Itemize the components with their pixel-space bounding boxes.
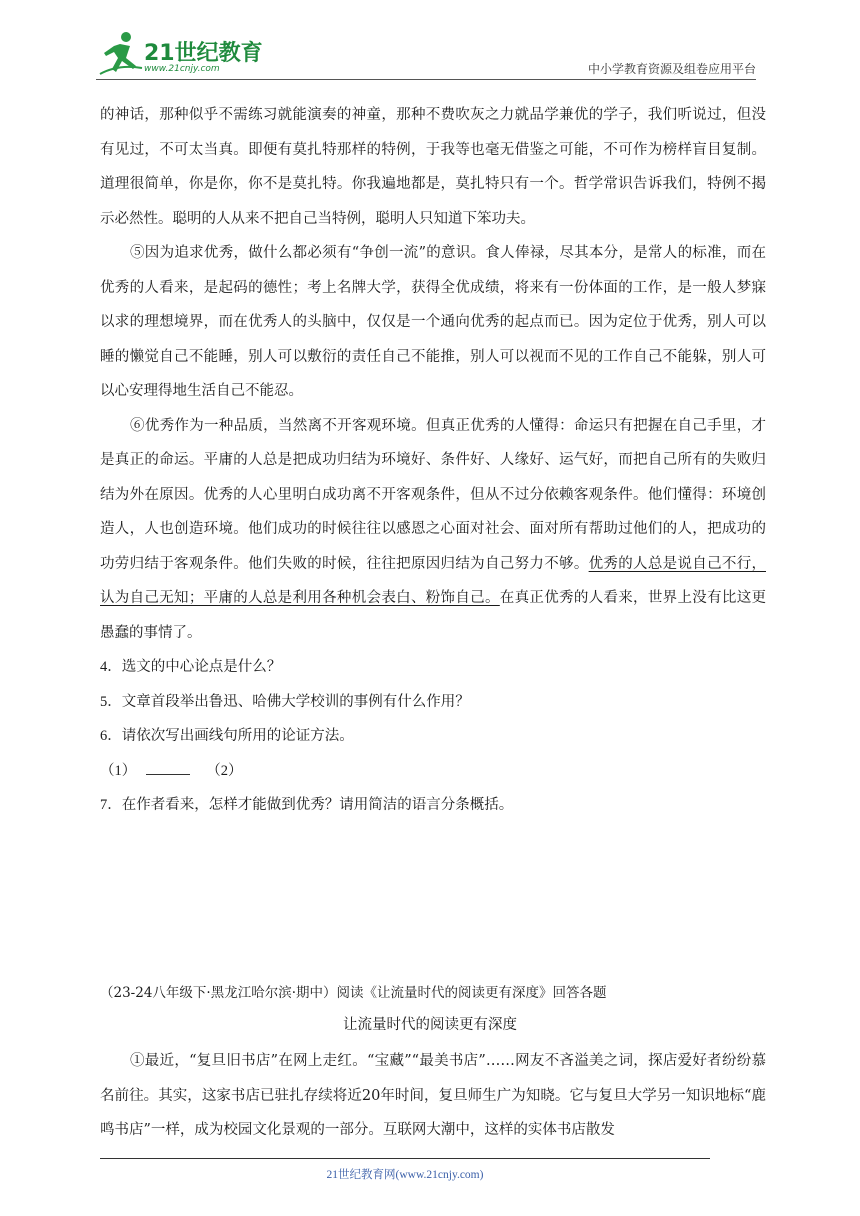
logo-url: www.21cnjy.com xyxy=(144,64,220,74)
platform-name: 中小学教育资源及组卷应用平台 xyxy=(587,62,756,76)
underlined-sentence: 优秀的人总是说自己不行，认为自己无知；平庸的人总是利用各种机会表白、粉饰自己。 xyxy=(100,555,766,606)
footer-divider xyxy=(100,1158,710,1159)
article2-paragraph-1: ①最近，“复旦旧书店”在网上走红。“宝藏”“最美书店”……网友不吝溢美之词，探店爱好者纷纷慕名前往。其实，这家书店已驻扎存续将近20年时间，复旦师生广为知晓。它与复旦大学另一知识地标“鹿鸣书店”一样，成为校园文化景观的一部分。互联网大潮中，这样的实体书店散发 xyxy=(100,1053,766,1138)
page-header xyxy=(96,28,756,80)
site-logo[interactable] xyxy=(96,28,266,78)
question-7: 7．在作者看来，怎样才能做到优秀？请用简洁的语言分条概括。 xyxy=(100,797,514,813)
answer-blank-1[interactable] xyxy=(146,760,190,775)
paragraph-6 xyxy=(100,409,766,651)
paragraph-6-tail: 在真正优秀的人看来，世界上没有比这更愚蠢的事情了。 xyxy=(100,590,767,641)
running-figure-icon xyxy=(96,28,146,78)
paragraph-6-text: ⑥优秀作为一种品质，当然离不开客观环境。但真正优秀的人懂得：命运只有把握在自己手里，才是真正的命运。平庸的人总是把成功归结为环境好、条件好、人缘好、运气好，而把自己所有的失败归结为外在原因。优秀的人心里明白成功离不开客观条件，但从不过分依赖客观条件。他们懂得：环境创造人，人也创造环境。他们成功的时候往往以感恩之心面对社会、面对所有帮助过他们的人，把成功的功劳归结于客观条件。他们失败的时候，往往把原因归结为自己努力不够。 xyxy=(100,417,766,572)
header-divider xyxy=(96,79,756,80)
article-title: 让流量时代的阅读更有深度 xyxy=(343,1017,517,1033)
question-5: 5．文章首段举出鲁迅、哈佛大学校训的事例有什么作用？ xyxy=(100,693,470,710)
paragraph-5: ⑤因为追求优秀，做什么都必须有“争创一流”的意识。食人俸禄，尽其本分，是常人的标准，而在优秀的人看来，是起码的德性；考上名牌大学，获得全优成绩，将来有一份体面的工作，是一般人梦寐以求的理想境界，而在优秀人的头脑中，仅仅是一个通向优秀的起点而已。因为定位于优秀，别人可以睡的懒觉自己不能睡，别人可以敷衍的责任自己不能推，别人可以视而不见的工作自己不能躲，别人可以心安理得地生活自己不能忍。 xyxy=(100,245,766,399)
paragraph-continued: 的神话，那种似乎不需练习就能演奏的神童，那种不费吹灰之力就品学兼优的学子，我们听说过，但没有见过，不可太当真。即便有莫扎特那样的特例，于我等也毫无借鉴之可能，不可作为榜样盲目复制。道理很简单，你是你，你不是莫扎特。你我遍地都是，莫扎特只有一个。哲学常识告诉我们，特例不揭示必然性。聪明的人从来不把自己当特例，聪明人只知道下笨功夫。 xyxy=(100,107,766,227)
footer-link[interactable]: 21世纪教育网(www.21cnjy.com) xyxy=(326,1169,484,1181)
answer-label-2: （2） xyxy=(206,762,243,779)
answer-label-1: （1） xyxy=(100,762,137,779)
logo-wordmark: 21世纪教育 xyxy=(144,41,263,66)
question-6-answers xyxy=(100,754,766,789)
section-source: （23-24八年级下·黑龙江哈尔滨·期中）阅读《让流量时代的阅读更有深度》回答各题 xyxy=(100,985,607,1001)
question-6: 6．请依次写出画线句所用的论证方法。 xyxy=(100,728,354,744)
article2-body xyxy=(100,1044,766,1148)
article-body xyxy=(100,98,766,823)
question-4: 4．选文的中心论点是什么？ xyxy=(100,659,282,675)
